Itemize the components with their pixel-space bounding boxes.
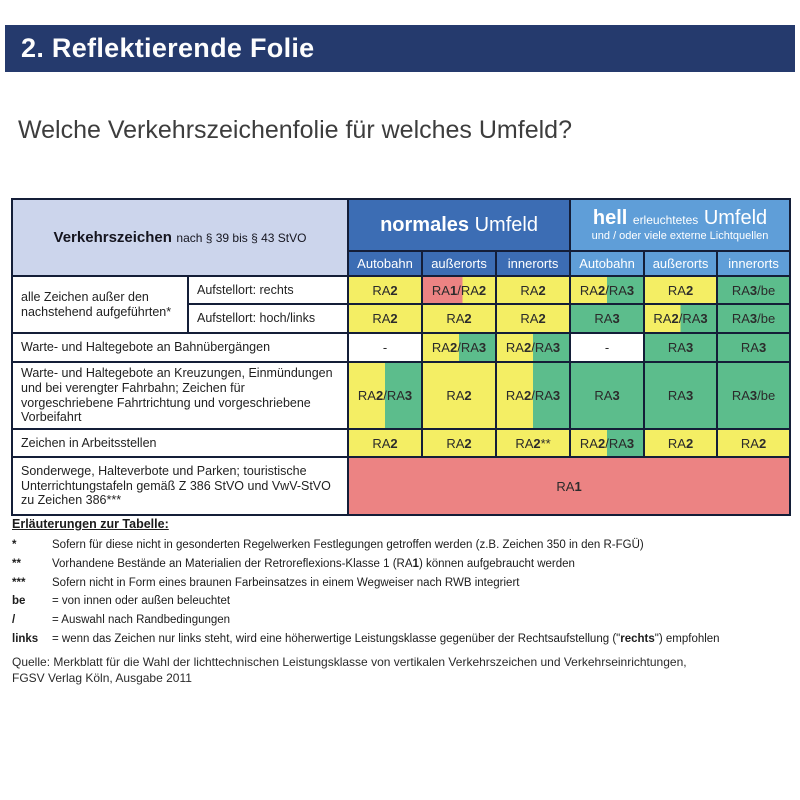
corner-title: Verkehrszeichen	[53, 228, 172, 246]
legend-marker: /	[12, 614, 16, 627]
legend-section	[12, 517, 790, 652]
ra-cell: RA2/RA3	[570, 429, 644, 457]
col-header-innerorts-normal: innerorts	[496, 251, 570, 276]
ra-cell: RA2	[348, 304, 422, 333]
col-header-innerorts-hell: innerorts	[717, 251, 790, 276]
ra-cell: -	[570, 333, 644, 362]
legend-item	[12, 595, 790, 609]
legend-marker: *	[12, 539, 17, 551]
legend-text: = von innen oder außen beleuchtet	[52, 595, 231, 608]
table-row	[12, 362, 790, 429]
ra-cell: RA2	[717, 429, 790, 457]
ra-cell: RA1/RA2	[422, 276, 496, 304]
row-group-label: alle Zeichen außer den nachstehend aufgeführten*	[12, 276, 188, 333]
legend-text: = Auswahl nach Randbedingungen	[52, 614, 231, 627]
legend-item	[12, 558, 790, 572]
group-hell-rest: Umfeld	[703, 207, 768, 230]
question-heading: Welche Verkehrszeichenfolie für welches Umfeld?	[18, 116, 572, 144]
col-header-ausserorts-hell: außerorts	[644, 251, 717, 276]
ra-cell: RA3/be	[717, 276, 790, 304]
table-row	[12, 333, 790, 362]
row-label: Zeichen in Arbeitsstellen	[12, 429, 348, 457]
foil-matrix-table	[11, 198, 791, 516]
ra-cell: RA3	[570, 304, 644, 333]
group-hell-small: erleuchtetes	[632, 213, 699, 228]
ra-cell: -	[348, 333, 422, 362]
ra-cell: RA2/RA3	[348, 362, 422, 429]
ra-cell: RA2	[644, 276, 717, 304]
ra-cell: RA3	[644, 333, 717, 362]
ra-cell: RA2/RA3	[422, 333, 496, 362]
ra-cell: RA2/RA3	[570, 276, 644, 304]
legend-item	[12, 539, 790, 553]
ra-cell: RA2/RA3	[496, 333, 570, 362]
ra-cell: RA2	[496, 276, 570, 304]
row-label: Aufstellort: rechts	[188, 276, 348, 304]
group-header-normal	[348, 199, 570, 251]
ra-cell: RA3/be	[717, 362, 790, 429]
ra-cell: RA2	[644, 429, 717, 457]
legend-marker: links	[12, 632, 39, 645]
legend-marker: ***	[12, 576, 26, 589]
ra-cell-span: RA1	[348, 457, 790, 515]
ra-cell: RA2/RA3	[644, 304, 717, 333]
legend-text: Vorhandene Bestände an Materialien der Retroreflexions-Klasse 1 (RA1) können aufgebraucht werden	[52, 557, 575, 570]
source-note	[12, 654, 790, 686]
row-label: Aufstellort: hoch/links	[188, 304, 348, 333]
corner-suffix: nach § 39 bis § 43 StVO	[176, 230, 307, 245]
row-label: Warte- und Haltegebote an Bahnübergängen	[12, 333, 348, 362]
legend-item	[12, 577, 790, 591]
group-hell-bold: hell	[592, 207, 628, 230]
table-row	[12, 429, 790, 457]
group-normal-rest: Umfeld	[474, 214, 538, 236]
group-normal-bold: normales	[380, 214, 470, 236]
page-title-bar	[5, 25, 795, 72]
ra-cell: RA2	[348, 429, 422, 457]
group-hell-subtitle: und / oder viele externe Lichtquellen	[591, 230, 769, 243]
ra-cell: RA3	[644, 362, 717, 429]
ra-cell: RA2	[422, 429, 496, 457]
header-row-groups	[12, 199, 790, 251]
page-title: 2. Reflektierende Folie	[21, 33, 315, 63]
corner-header-cell	[12, 199, 348, 276]
table-row	[12, 276, 790, 304]
group-header-hell	[570, 199, 790, 251]
ra-cell: RA2**	[496, 429, 570, 457]
ra-cell: RA2	[422, 362, 496, 429]
ra-cell: RA2/RA3	[496, 362, 570, 429]
ra-cell: RA3/be	[717, 304, 790, 333]
source-line-1: Quelle: Merkblatt für die Wahl der lichttechnischen Leistungsklasse von vertikalen Verkehrszeichen und Verkehrseinrichtungen,	[12, 655, 687, 669]
legend-text: Sofern nicht in Form eines braunen Farbeinsatzes in einem Wegweiser nach RWB integriert	[52, 576, 520, 589]
legend-list	[12, 539, 790, 647]
table-row	[12, 457, 790, 515]
row-label: Warte- und Haltegebote an Kreuzungen, Einmündungen und bei verengter Fahrbahn; Zeichen für vorgeschriebene Fahrtrichtung und vorgeschriebene Vorbeifahrt	[12, 362, 348, 429]
ra-cell: RA3	[570, 362, 644, 429]
legend-marker: **	[12, 557, 21, 570]
legend-text: Sofern für diese nicht in gesonderten Regelwerken Festlegungen getroffen werden (z.B. Zeichen 350 in den R-FGÜ)	[52, 539, 644, 551]
legend-text: = wenn das Zeichen nur links steht, wird eine höherwertige Leistungsklasse gegenüber der Rechtsaufstellung ("rechts") empfohlen	[52, 632, 720, 645]
col-header-autobahn-normal: Autobahn	[348, 251, 422, 276]
ra-cell: RA2	[422, 304, 496, 333]
legend-marker: be	[12, 595, 26, 608]
row-label: Sonderwege, Halteverbote und Parken; touristische Unterrichtungstafeln gemäß Z 386 StVO und VwV-StVO zu Zeichen 386***	[12, 457, 348, 515]
ra-cell: RA3	[717, 333, 790, 362]
col-header-autobahn-hell: Autobahn	[570, 251, 644, 276]
ra-cell: RA2	[496, 304, 570, 333]
legend-item	[12, 633, 790, 647]
ra-cell: RA2	[348, 276, 422, 304]
col-header-ausserorts-normal: außerorts	[422, 251, 496, 276]
source-line-2: FGSV Verlag Köln, Ausgabe 2011	[12, 671, 192, 685]
legend-item	[12, 614, 790, 628]
legend-heading: Erläuterungen zur Tabelle:	[12, 517, 169, 531]
